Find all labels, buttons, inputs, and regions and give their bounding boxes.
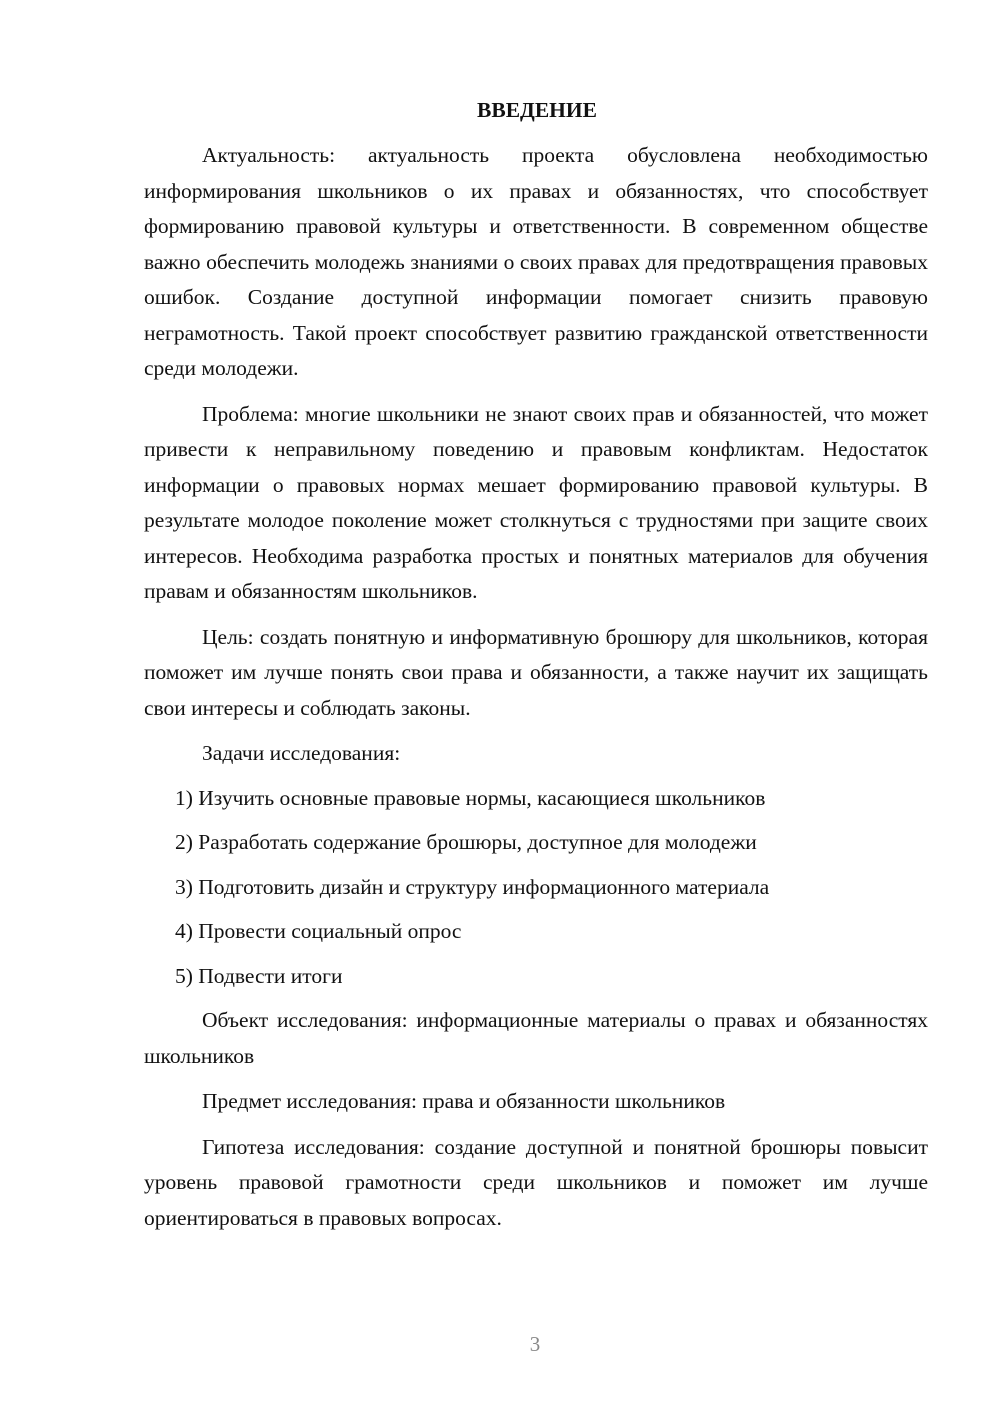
list-item: 5) Подвести итоги — [175, 963, 343, 988]
list-item: 3) Подготовить дизайн и структуру информационного материала — [175, 874, 770, 899]
hypothesis-paragraph: Гипотеза исследования: создание доступной и понятной брошюры повысит уровень правовой грамотности среди школьников и поможет им лучше ориентироваться в правовых вопросах. — [144, 1134, 928, 1230]
object-paragraph: Объект исследования: информационные материалы о правах и обязанностях школьников — [144, 1008, 928, 1068]
list-item: 1) Изучить основные правовые нормы, касающиеся школьников — [175, 785, 766, 810]
section-heading: ВВЕДЕНИЕ — [477, 98, 597, 122]
relevance-paragraph: Актуальность: актуальность проекта обусловлена необходимостью информирования школьников о их правах и обязанностях, что способствует формированию правовой культуры и ответственности. В современном обществе важно обеспечить молодежь знаниями о своих правах для предотвращения правовых ошибок. Создание доступной информации помогает снизить правовую неграмотность. Такой проект способствует развитию гражданской ответственности среди молодежи. — [144, 143, 928, 380]
problem-paragraph: Проблема: многие школьники не знают своих прав и обязанностей, что может привести к неправильному поведению и правовым конфликтам. Недостаток информации о правовых нормах мешает формированию правовой культуры. В результате молодое поколение может столкнуться с трудностями при защите своих интересов. Необходима разработка простых и понятных материалов для обучения правам и обязанностям школьников. — [144, 401, 928, 603]
document-body — [144, 93, 928, 1236]
tasks-list — [144, 781, 928, 995]
page-number: 3 — [529, 1332, 541, 1356]
list-item: 4) Провести социальный опрос — [175, 919, 462, 943]
subject-paragraph: Предмет исследования: права и обязанности школьников — [202, 1089, 726, 1113]
list-item: 2) Разработать содержание брошюры, доступное для молодежи — [175, 830, 757, 854]
goal-paragraph: Цель: создать понятную и информативную брошюру для школьников, которая поможет им лучше понять свои права и обязанности, а также научит их защищать свои интересы и соблюдать законы. — [144, 624, 928, 720]
tasks-heading: Задачи исследования: — [202, 741, 401, 765]
